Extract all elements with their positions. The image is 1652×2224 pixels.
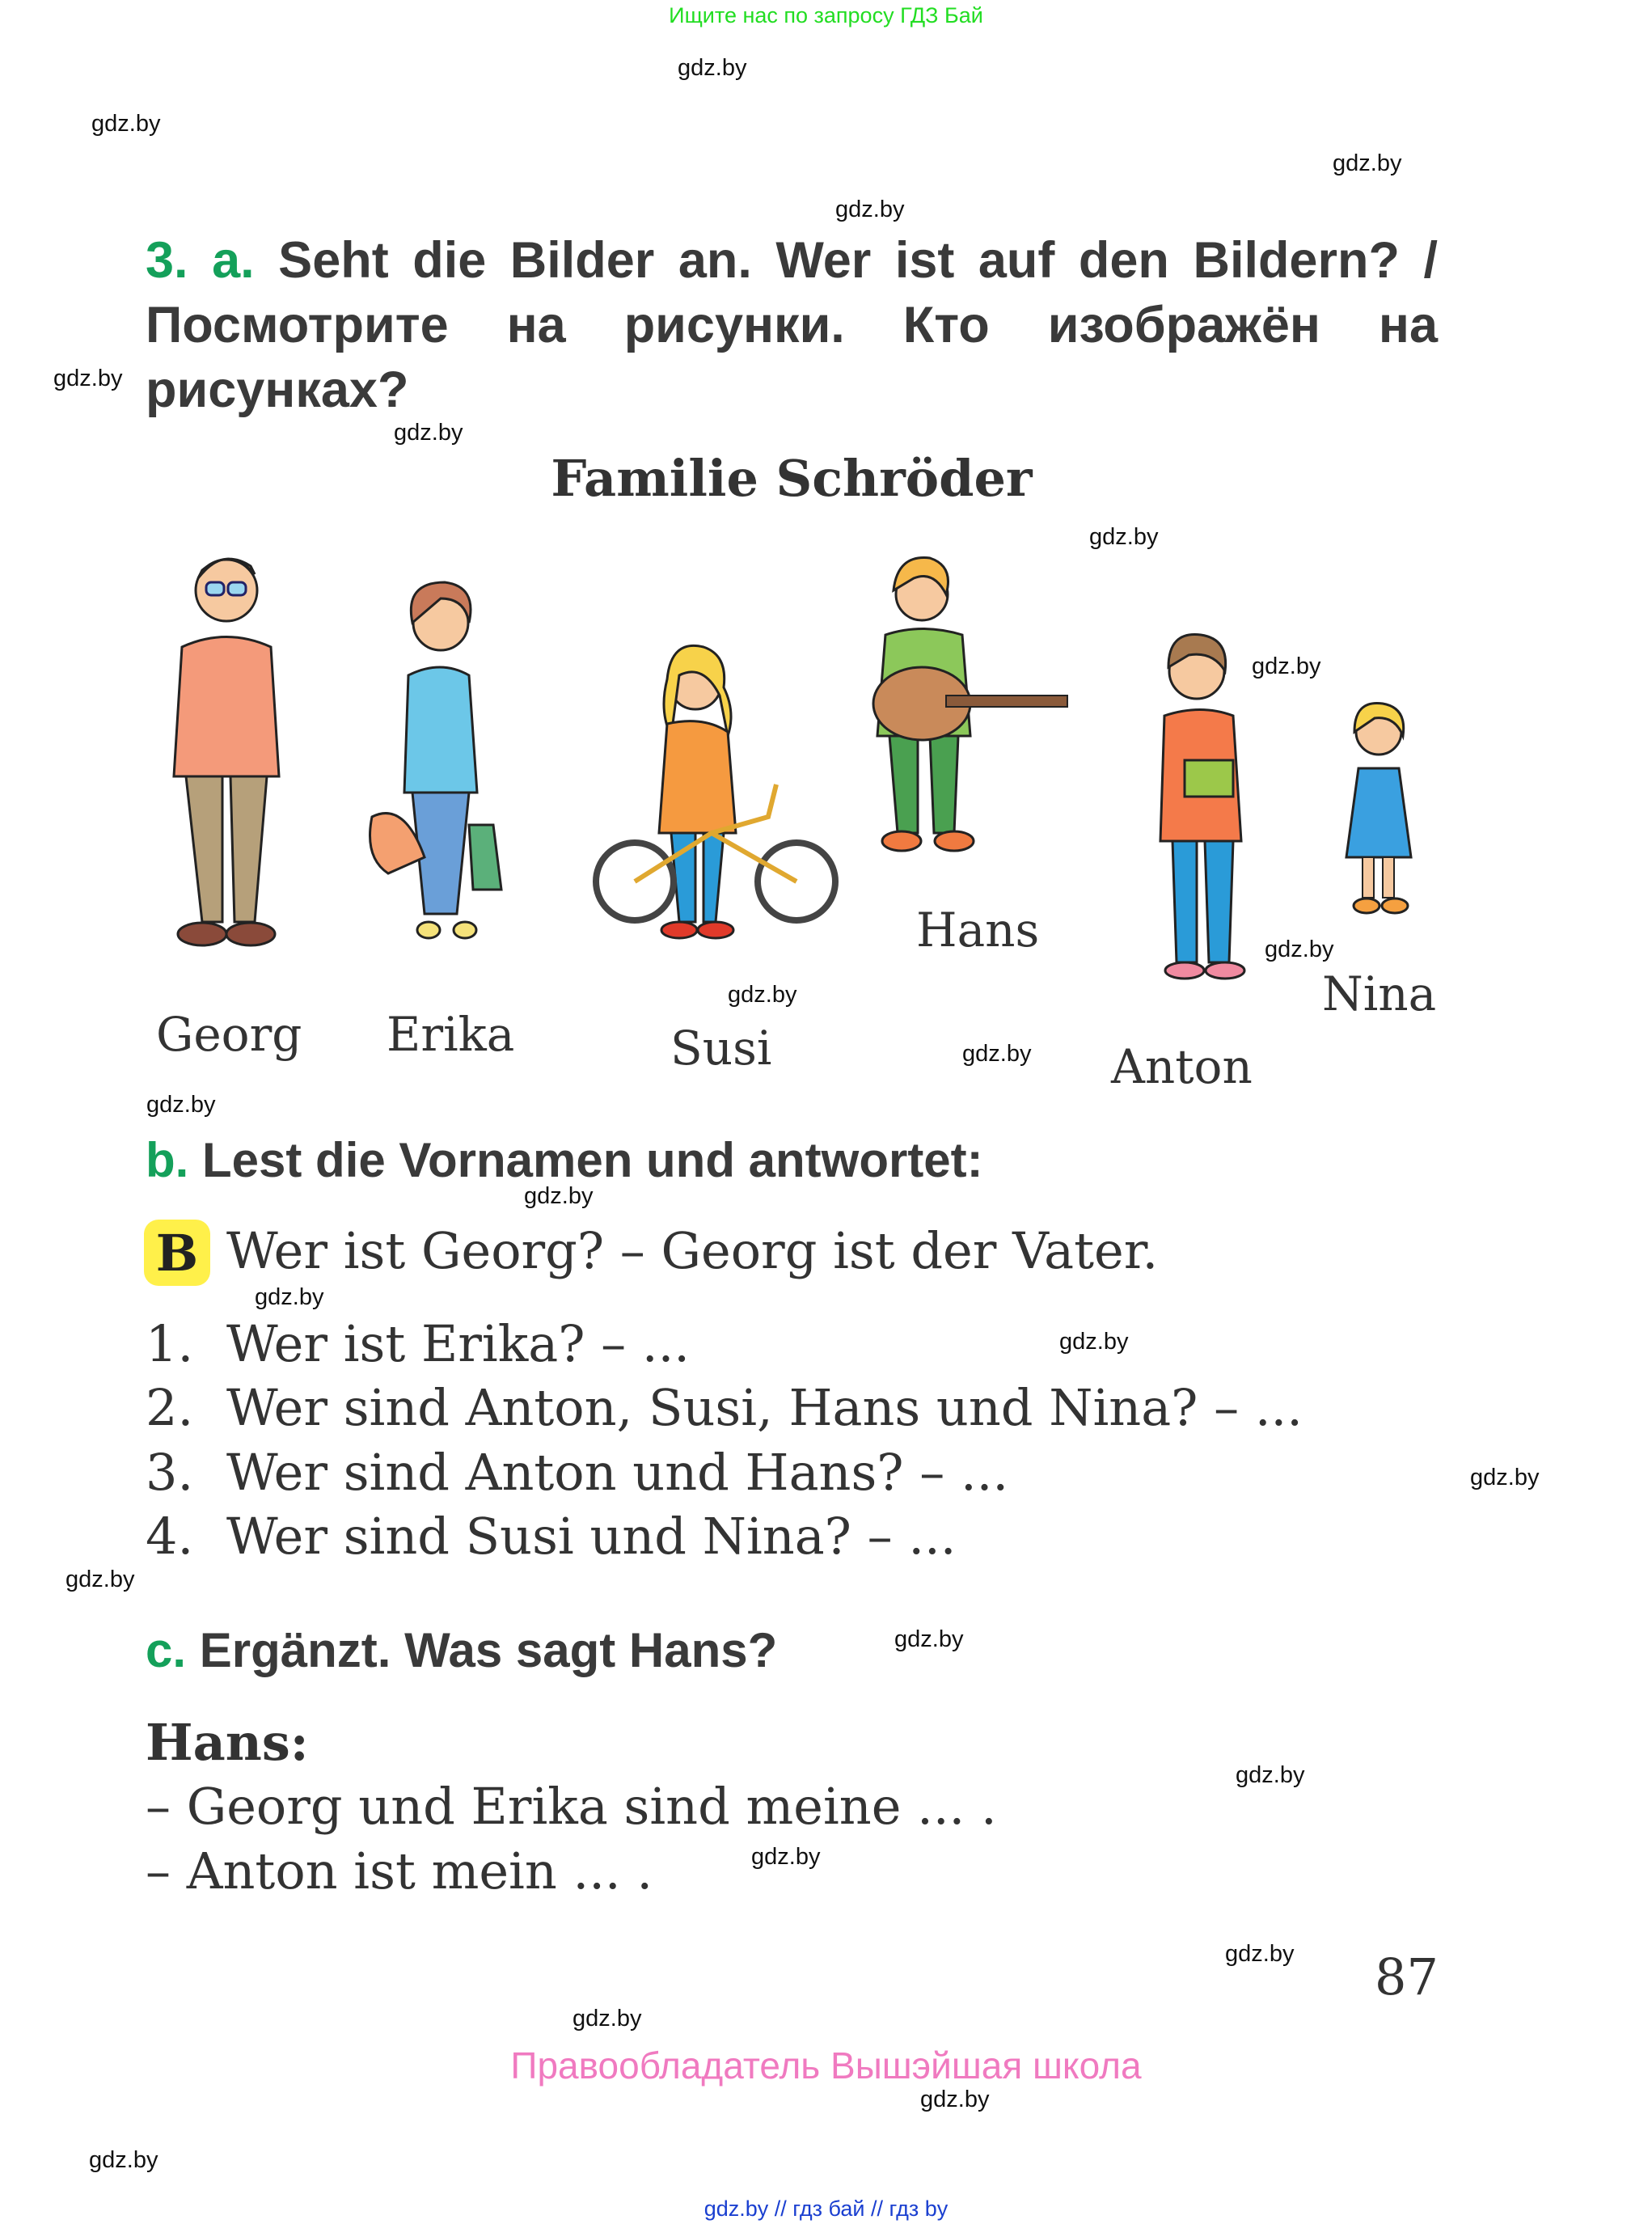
watermark: gdz.by (728, 982, 797, 1008)
illustration-title: Familie Schröder (551, 449, 1033, 508)
watermark: gdz.by (1225, 1941, 1295, 1967)
person-name-hans: Hans (916, 903, 1040, 958)
task-c-label: c. (146, 1623, 187, 1677)
item-text: Wer sind Susi und Nina? – ... (226, 1507, 957, 1566)
task-b-label: b. (146, 1133, 189, 1187)
watermark: gdz.by (962, 1041, 1032, 1067)
watermark: gdz.by (920, 2087, 990, 2112)
person-name-erika: Erika (387, 1007, 515, 1062)
copyright-notice: Правообладатель Вышэйшая школа (510, 2044, 1142, 2087)
georg-figure-icon (174, 559, 279, 945)
person-name-anton: Anton (1111, 1039, 1253, 1094)
item-text: Wer ist Erika? – ... (226, 1314, 691, 1373)
item-number: 3. (146, 1443, 194, 1502)
watermark: gdz.by (751, 1844, 821, 1870)
person-name-susi: Susi (670, 1021, 772, 1076)
watermark: gdz.by (53, 366, 123, 391)
dialogue-line: – Anton ist mein ... . (146, 1841, 653, 1901)
task-a-heading (146, 228, 1438, 422)
watermark: gdz.by (1059, 1329, 1129, 1355)
item-number: 4. (146, 1507, 194, 1566)
watermark: gdz.by (1089, 524, 1159, 550)
task-b-text: Lest die Vornamen und antwortet: (202, 1133, 983, 1187)
watermark: gdz.by (1265, 937, 1334, 962)
nina-figure-icon (1346, 703, 1411, 913)
task-b-item (146, 1378, 1303, 1437)
task-c-heading (146, 1622, 777, 1678)
task-b-heading (146, 1132, 983, 1188)
example-sentence: Wer ist Georg? – Georg ist der Vater. (226, 1221, 1159, 1280)
person-name-nina: Nina (1322, 966, 1437, 1021)
item-text: Wer sind Anton und Hans? – ... (226, 1443, 1009, 1502)
watermark: gdz.by (146, 1092, 216, 1118)
watermark: gdz.by (1252, 653, 1321, 679)
watermark: gdz.by (1236, 1762, 1305, 1788)
task-a-text: Seht die Bilder an. Wer ist auf den Bildern? / Посмотрите на рисунки. Кто изображён на рисунках? (146, 232, 1438, 418)
watermark: gdz.by (1470, 1465, 1540, 1490)
bottom-site-links[interactable]: gdz.by // гдз бай // гдз by (703, 2197, 949, 2221)
example-badge-icon: B (144, 1220, 210, 1286)
watermark: gdz.by (255, 1284, 324, 1310)
watermark: gdz.by (524, 1183, 594, 1209)
watermark: gdz.by (89, 2147, 158, 2173)
watermark: gdz.by (1333, 150, 1402, 176)
dialogue-line: – Georg und Erika sind meine ... . (146, 1777, 997, 1836)
anton-figure-icon (1160, 635, 1244, 979)
watermark: gdz.by (394, 420, 463, 446)
erika-figure-icon (370, 582, 502, 938)
speaker-label: Hans: (146, 1713, 309, 1772)
task-b-item (146, 1443, 1008, 1502)
watermark: gdz.by (678, 55, 747, 81)
watermark: gdz.by (91, 111, 161, 137)
person-name-georg: Georg (156, 1007, 302, 1062)
item-number: 2. (146, 1378, 194, 1437)
item-number: 1. (146, 1314, 194, 1373)
watermark: gdz.by (835, 197, 905, 222)
watermark: gdz.by (894, 1626, 964, 1652)
task-b-item (146, 1314, 690, 1373)
item-text: Wer sind Anton, Susi, Hans und Nina? – ... (226, 1378, 1303, 1437)
top-search-note: Ищите нас по запросу ГДЗ Бай (669, 3, 983, 27)
watermark: gdz.by (65, 1567, 135, 1592)
family-illustration (146, 534, 1456, 987)
task-b-item (146, 1507, 956, 1566)
hans-figure-icon (873, 558, 1067, 852)
task-c-text: Ergänzt. Was sagt Hans? (199, 1623, 778, 1677)
page-number: 87 (1375, 1947, 1439, 2006)
susi-figure-icon (596, 645, 835, 938)
task-a-label: 3. a. (146, 232, 255, 289)
watermark: gdz.by (572, 2006, 642, 2032)
